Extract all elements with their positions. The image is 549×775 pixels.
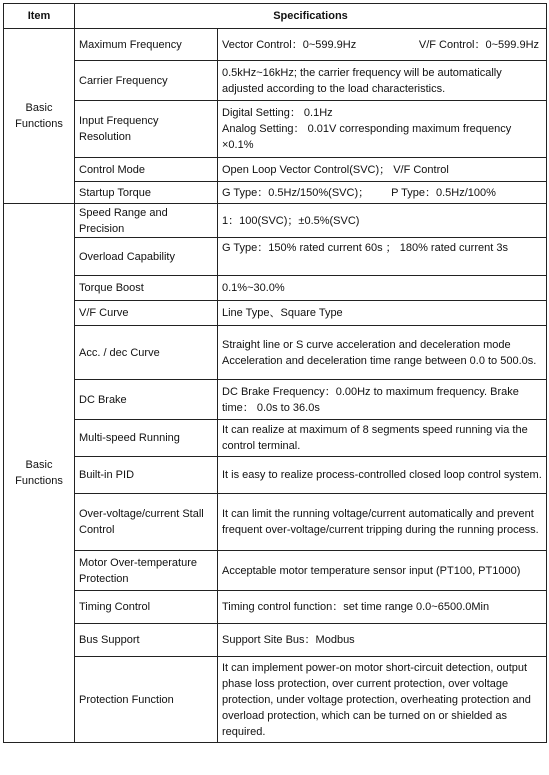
spec-text: G Type：0.5Hz/150%(SVC)； xyxy=(222,186,370,199)
item-cell: Carrier Frequency xyxy=(75,61,218,101)
specifications-table xyxy=(3,3,547,743)
spec-text-secondary: V/F Control：0~599.9Hz xyxy=(418,38,540,51)
table-row xyxy=(4,101,547,158)
spec-cell: It is easy to realize process-controlled closed loop control system. xyxy=(218,457,547,494)
item-cell: Startup Torque xyxy=(75,182,218,204)
group-label: Basic Functions xyxy=(4,29,75,204)
item-cell: Timing Control xyxy=(75,591,218,624)
table-row xyxy=(4,182,547,204)
item-cell: Input Frequency Resolution xyxy=(75,101,218,158)
item-cell: V/F Curve xyxy=(75,301,218,326)
table-row xyxy=(4,204,547,238)
spec-cell: Straight line or S curve acceleration and deceleration mode Acceleration and deceleration time range between 0.0 to 500.0s. xyxy=(218,326,547,380)
spec-cell: Timing control function：set time range 0.0~6500.0Min xyxy=(218,591,547,624)
spec-cell xyxy=(218,29,547,61)
table-row xyxy=(4,494,547,551)
table-row xyxy=(4,457,547,494)
spec-cell: It can implement power-on motor short-circuit detection, output phase loss protection, over current protection, over voltage protection, under voltage protection, overheating protection and overload protection, which can be turned on or shielded as required. xyxy=(218,657,547,743)
item-cell: Acc. / dec Curve xyxy=(75,326,218,380)
table-row xyxy=(4,551,547,591)
spec-cell: Line Type、Square Type xyxy=(218,301,547,326)
item-cell: Protection Function xyxy=(75,657,218,743)
table-row xyxy=(4,301,547,326)
header-specifications: Specifications xyxy=(75,4,547,29)
spec-cell: 0.5kHz~16kHz; the carrier frequency will be automatically adjusted according to the load characteristics. xyxy=(218,61,547,101)
item-cell: Over-voltage/current Stall Control xyxy=(75,494,218,551)
spec-cell: It can realize at maximum of 8 segments speed running via the control terminal. xyxy=(218,420,547,457)
spec-cell: Digital Setting： 0.1Hz Analog Setting： 0.01V corresponding maximum frequency ×0.1% xyxy=(218,101,547,158)
spec-cell: Acceptable motor temperature sensor input (PT100, PT1000) xyxy=(218,551,547,591)
table-row xyxy=(4,326,547,380)
table-row xyxy=(4,29,547,61)
item-cell: Built-in PID xyxy=(75,457,218,494)
table-row xyxy=(4,158,547,182)
item-cell: DC Brake xyxy=(75,380,218,420)
item-cell: Bus Support xyxy=(75,624,218,657)
spec-cell: Open Loop Vector Control(SVC)； V/F Control xyxy=(218,158,547,182)
item-cell: Overload Capability xyxy=(75,238,218,276)
item-cell: Control Mode xyxy=(75,158,218,182)
table-row xyxy=(4,591,547,624)
spec-cell: G Type：150% rated current 60s ； 180% rated current 3s xyxy=(218,238,547,276)
table-row xyxy=(4,61,547,101)
spec-text: Vector Control：0~599.9Hz xyxy=(222,38,357,51)
item-cell: Multi-speed Running xyxy=(75,420,218,457)
table-row xyxy=(4,624,547,657)
item-cell: Speed Range and Precision xyxy=(75,204,218,238)
spec-cell: DC Brake Frequency：0.00Hz to maximum frequency. Brake time： 0.0s to 36.0s xyxy=(218,380,547,420)
spec-cell xyxy=(218,182,547,204)
item-cell: Torque Boost xyxy=(75,276,218,301)
table-row xyxy=(4,420,547,457)
table-row xyxy=(4,657,547,743)
spec-cell: Support Site Bus：Modbus xyxy=(218,624,547,657)
spec-cell: 1：100(SVC)；±0.5%(SVC) xyxy=(218,204,547,238)
spec-text-secondary: P Type：0.5Hz/100% xyxy=(391,186,496,199)
header-item: Item xyxy=(4,4,75,29)
table-row xyxy=(4,276,547,301)
item-cell: Motor Over-temperature Protection xyxy=(75,551,218,591)
table-row xyxy=(4,380,547,420)
item-cell: Maximum Frequency xyxy=(75,29,218,61)
table-row xyxy=(4,238,547,276)
spec-cell: 0.1%~30.0% xyxy=(218,276,547,301)
spec-cell: It can limit the running voltage/current automatically and prevent frequent over-voltage/current tripping during the running process. xyxy=(218,494,547,551)
table-header-row xyxy=(4,4,547,29)
group-label: Basic Functions xyxy=(4,204,75,743)
